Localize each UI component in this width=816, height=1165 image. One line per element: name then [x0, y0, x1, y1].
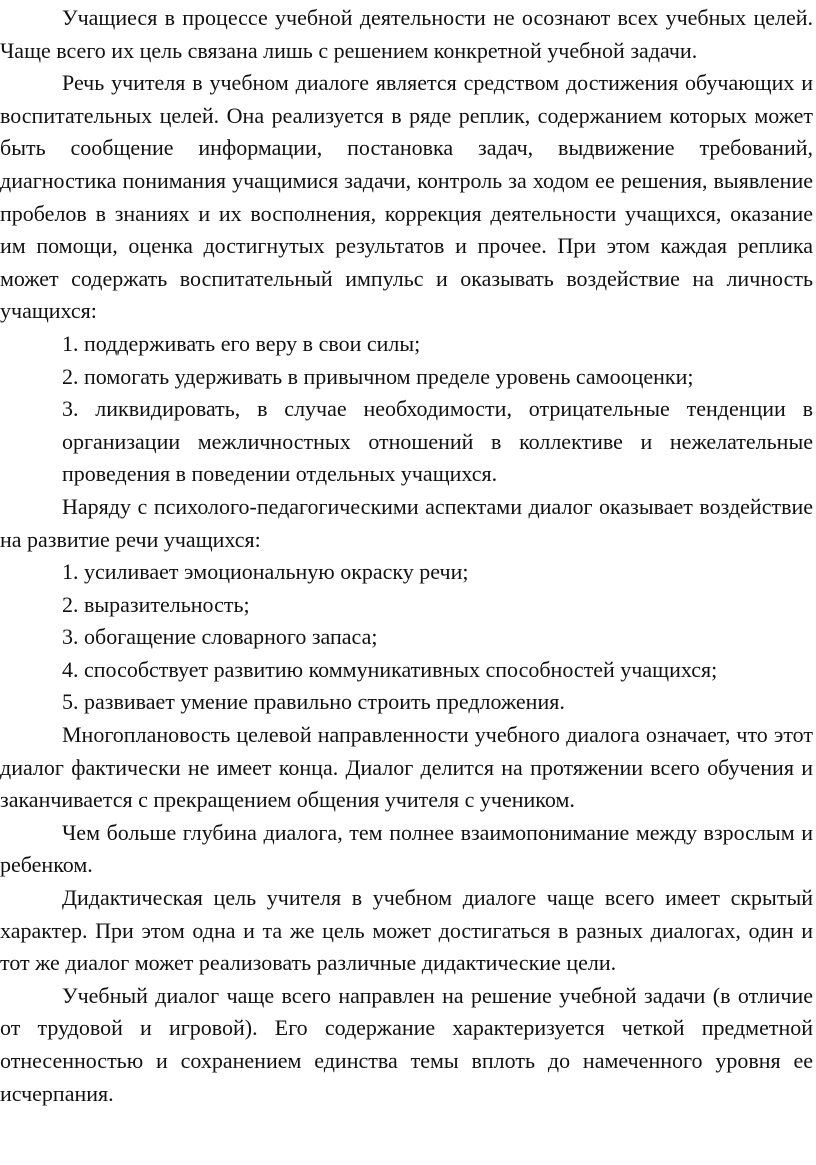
list-item: 2. помогать удерживать в привычном пределе уровень самооценки;: [62, 363, 694, 389]
paragraph-7: Учебный диалог чаще всего направлен на решение учебной задачи (в отличие от трудовой и игровой). Его содержание характеризуется четкой предметной отнесенностью и сохранением единства темы вплоть до намеченного уровня ее исчерпания.: [0, 982, 813, 1106]
paragraph-3: Наряду с психолого-педагогическими аспектами диалог оказывает воздействие на развитие речи учащихся:: [0, 493, 813, 552]
list-item: 3. ликвидировать, в случае необходимости, отрицательные тенденции в организации межличностных отношений в коллективе и нежелательные проведения в поведении отдельных учащихся.: [62, 396, 813, 487]
paragraph-4: Многоплановость целевой направленности учебного диалога означает, что этот диалог фактически не имеет конца. Диалог делится на протяжении всего обучения и заканчивается с прекращением общения учителя с учеником.: [0, 722, 813, 813]
speech-development-list: [0, 556, 813, 719]
list-item: 3. обогащение словарного запаса;: [62, 624, 378, 650]
list-item: 5. развивает умение правильно строить предложения.: [62, 689, 565, 715]
paragraph-5: Чем больше глубина диалога, тем полнее взаимопонимание между взрослым и ребенком.: [0, 819, 813, 878]
document-page: [0, 2, 813, 1110]
list-item: 1. поддерживать его веру в свои силы;: [62, 330, 421, 356]
paragraph-1: Учащиеся в процессе учебной деятельности не осознают всех учебных целей. Чаще всего их цель связана лишь с решением конкретной учебной задачи.: [0, 5, 813, 63]
paragraph-6: Дидактическая цель учителя в учебном диалоге чаще всего имеет скрытый характер. При этом одна и та же цель может достигаться в разных диалогах, один и тот же диалог может реализовать различные дидактические цели.: [0, 885, 813, 976]
list-item: 1. усиливает эмоциональную окраску речи;: [62, 559, 469, 585]
list-item: 2. выразительность;: [62, 591, 250, 617]
list-item: 4. способствует развитию коммуникативных способностей учащихся;: [62, 656, 718, 682]
paragraph-2: Речь учителя в учебном диалоге является средством достижения обучающих и воспитательных целей. Она реализуется в ряде реплик, содержанием которых может быть сообщение информации, постановка задач, выдвижение требований, диагностика понимания учащимися задачи, контроль за ходом ее решения, выявление пробелов в знаниях и их восполнения, коррекция деятельности учащихся, оказание им помощи, оценка достигнутых результатов и прочее. При этом каждая реплика может содержать воспитательный импульс и оказывать воздействие на личность учащихся:: [0, 70, 813, 324]
influence-list: [0, 328, 813, 491]
